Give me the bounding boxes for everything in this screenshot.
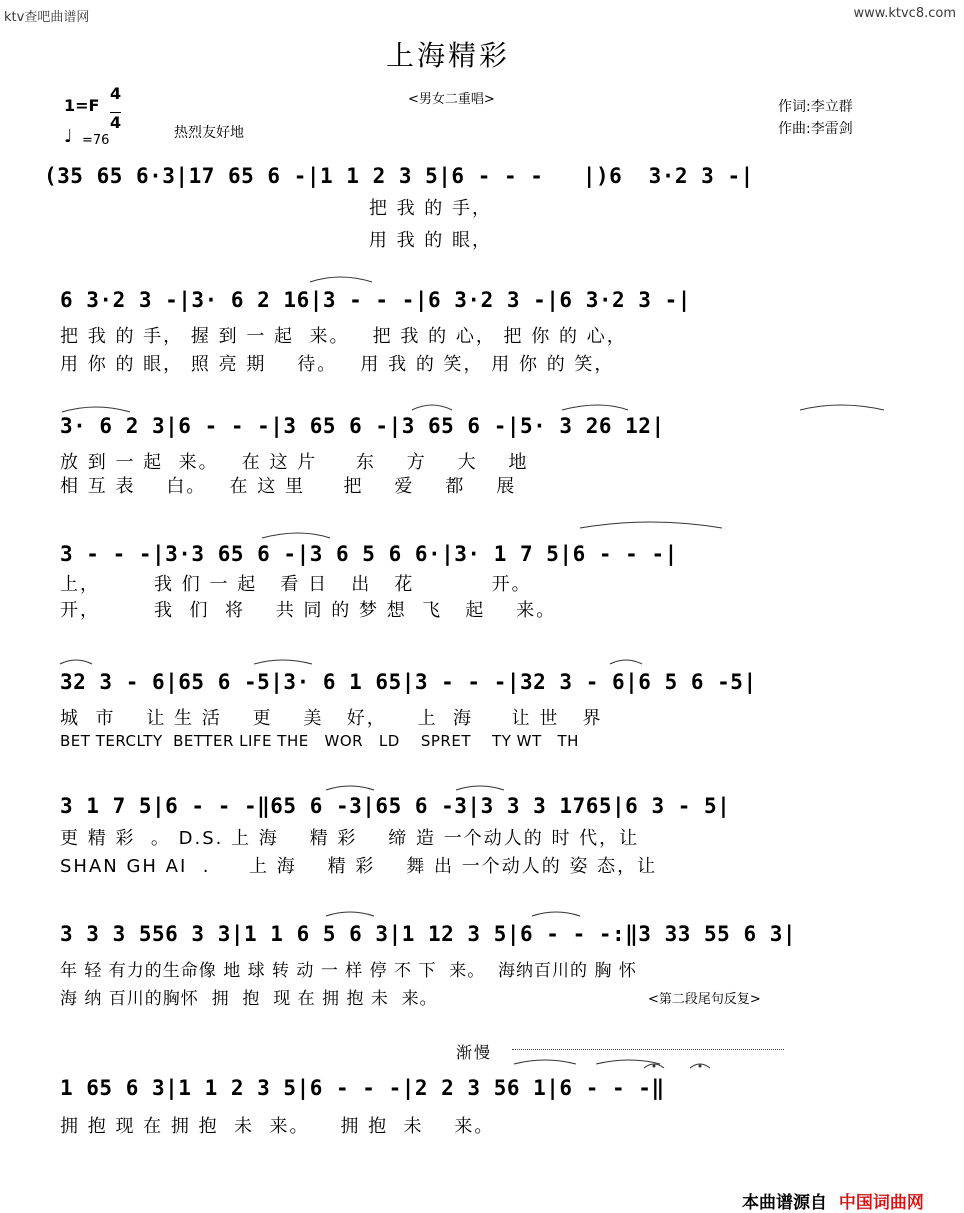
notes-line: 3 - - -|3·3 65 6 -|3 6 5 6 6·|3· 1 7 5|6 - - -|: [60, 542, 678, 566]
notes-line: 3 3 3 556 3 3|1 1 6 5 6 3|1 12 3 5|6 - - -:‖3 33 55 6 3|: [60, 922, 797, 946]
repeat-note: <第二段尾句反复>: [648, 992, 761, 1007]
source-site: 中国词曲网: [838, 1193, 924, 1213]
composer: 作曲:李雷剑: [778, 121, 853, 137]
lyrics-verse-1: 城 市 让 生 活 更 美 好， 上 海 让 世 界: [60, 708, 603, 729]
notes-line: (35 65 6·3|17 65 6 -|1 1 2 3 5|6 - - - |)6 3·2 3 -|: [44, 164, 754, 188]
lyrics-verse-1: 把 我 的 手， 握 到 一 起 来。 把 我 的 心， 把 你 的 心，: [60, 326, 627, 347]
notes-line: 32 3 - 6|65 6 -5|3· 6 1 65|3 - - -|32 3 - 6|6 5 6 -5|: [60, 670, 757, 694]
lyrics-verse-2: 海 纳 百川的胸怀 拥 抱 现 在 拥 抱 未 来。: [60, 989, 438, 1009]
lyrics-verse-1: 更 精 彩 。 D.S. 上 海 精 彩 缔 造 一个动人的 时 代，让: [60, 828, 640, 849]
lyrics-english: BET TERCLTY BETTER LIFE THE WOR LD SPRET TY WT TH: [60, 732, 579, 750]
ritardando-direction: 渐慢: [456, 1043, 493, 1062]
lyrics-verse-1: 拥 抱 现 在 拥 抱 未 来。 拥 抱 未 来。: [60, 1116, 495, 1137]
lyrics-verse-2: SHAN GH AI . 上 海 精 彩 舞 出 一个动人的 姿 态，让: [60, 856, 658, 877]
watermark-left: ktv查吧曲谱网: [4, 10, 90, 25]
watermark-right: www.ktvc8.com: [853, 6, 956, 21]
lyrics-verse-1: 上， 我 们 一 起 看 日 出 花 开。: [60, 574, 532, 595]
source-label: 本曲谱源自: [742, 1193, 827, 1213]
song-subtitle: <男女二重唱>: [408, 92, 495, 107]
key-signature: 1=F: [64, 96, 100, 115]
time-signature-bottom: 4: [110, 113, 122, 132]
expression-marking: 热烈友好地: [174, 125, 244, 141]
lyrics-verse-2: 相 互 表 白。 在 这 里 把 爱 都 展: [60, 476, 517, 497]
notes-line: 1 65 6 3|1 1 2 3 5|6 - - -|2 2 3 56 1|6 - - -‖: [60, 1076, 665, 1100]
notes-line: 3 1 7 5|6 - - -‖65 6 -3|65 6 -3|3 3 3 1765|6 3 - 5|: [60, 794, 731, 818]
time-signature-top: 4: [110, 84, 122, 103]
source-credit: [742, 1188, 924, 1213]
lyrics-verse-2: 开， 我 们 将 共 同 的 梦 想 飞 起 来。: [60, 600, 557, 621]
tempo-marking: =76: [82, 133, 110, 148]
lyrics-verse-2: 用 我 的 眼，: [60, 230, 493, 251]
quarter-note-icon: ♩: [64, 126, 73, 147]
lyricist: 作词:李立群: [778, 99, 853, 115]
lyrics-verse-2: 用 你 的 眼， 照 亮 期 待。 用 我 的 笑， 用 你 的 笑，: [60, 354, 615, 375]
notes-line: 3· 6 2 3|6 - - -|3 65 6 -|3 65 6 -|5· 3 26 12|: [60, 414, 665, 438]
song-title: 上海精彩: [386, 39, 511, 72]
notes-line: 6 3·2 3 -|3· 6 2 16|3 - - -|6 3·2 3 -|6 3·2 3 -|: [60, 288, 691, 312]
lyrics-verse-1: 年 轻 有力的生命像 地 球 转 动 一 样 停 不 下 来。 海纳百川的 胸 怀: [60, 961, 637, 981]
lyrics-verse-1: 放 到 一 起 来。 在 这 片 东 方 大 地: [60, 452, 529, 473]
lyrics-verse-1: 把 我 的 手，: [60, 198, 493, 219]
